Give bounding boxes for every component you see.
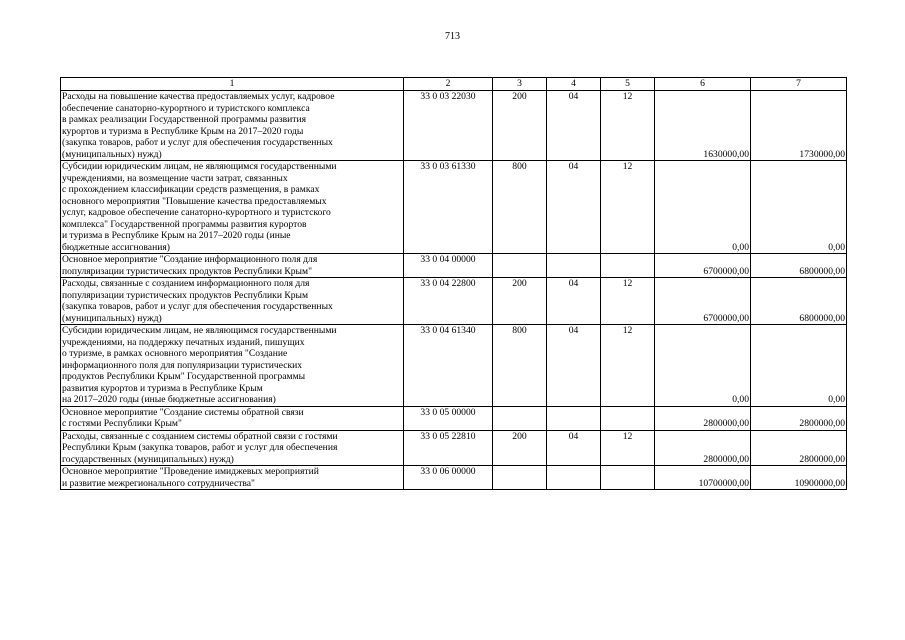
- table-row: [61, 325, 847, 407]
- amount-year-2: 10900000,00: [751, 466, 847, 490]
- table-row: [61, 161, 847, 254]
- name-line: Расходы на повышение качества предоставляемых услуг, кадровое: [62, 91, 335, 102]
- expense-type-code: 200: [493, 91, 547, 161]
- name-line: Основное мероприятие "Проведение имиджевых мероприятий: [62, 466, 319, 477]
- amount-year-1: 0,00: [655, 325, 751, 407]
- budget-table: [60, 77, 847, 490]
- expense-type-code: [493, 406, 547, 430]
- amount-year-2: 2800000,00: [751, 406, 847, 430]
- name-line: Основное мероприятие "Создание информационного поля для: [62, 254, 318, 265]
- section-code: 04: [547, 91, 601, 161]
- name-line: на 2017–2020 годы (иные бюджетные ассигнования): [62, 394, 276, 405]
- name-line: развития курортов и туризма в Республике Крым: [62, 382, 263, 394]
- name-line: в рамках реализации Государственной программы развития: [62, 114, 307, 125]
- row-name-cell: [61, 430, 404, 466]
- table-row: [61, 278, 847, 325]
- target-article-code: 33 0 05 00000: [404, 406, 493, 430]
- table-header-row: [61, 78, 847, 91]
- amount-year-1: 0,00: [655, 161, 751, 254]
- name-line: услуг, кадровое обеспечение санаторно-курортного и туристского: [62, 207, 331, 218]
- name-line: курортов и туризма в Республике Крым на 2017–2020 годы: [62, 125, 304, 137]
- section-code: 04: [547, 278, 601, 325]
- expense-type-code: 200: [493, 278, 547, 325]
- expense-type-code: [493, 466, 547, 490]
- name-line: популяризации туристических продуктов Республики Крым": [62, 265, 312, 277]
- table-row: [61, 254, 847, 278]
- name-line: учреждениями, на поддержку печатных изданий, пишущих: [62, 336, 305, 348]
- amount-year-1: 6700000,00: [655, 254, 751, 278]
- amount-year-2: 2800000,00: [751, 430, 847, 466]
- header-cell-6: 6: [655, 78, 751, 91]
- name-line: с гостями Республики Крым": [62, 418, 182, 429]
- amount-year-2: 0,00: [751, 325, 847, 407]
- target-article-code: 33 0 06 00000: [404, 466, 493, 490]
- name-line: обеспечение санаторно-курортного и туристского комплекса: [62, 102, 310, 114]
- target-article-code: 33 0 03 61330: [404, 161, 493, 254]
- amount-year-2: 6800000,00: [751, 278, 847, 325]
- name-line: основного мероприятия "Повышение качества предоставляемых: [62, 195, 327, 207]
- subsection-code: [601, 466, 655, 490]
- expense-type-code: 800: [493, 161, 547, 254]
- header-cell-2: 2: [404, 78, 493, 91]
- section-code: 04: [547, 161, 601, 254]
- target-article-code: 33 0 04 61340: [404, 325, 493, 407]
- table-row: [61, 406, 847, 430]
- name-line: Основное мероприятие "Создание системы обратной связи: [62, 406, 304, 418]
- header-cell-4: 4: [547, 78, 601, 91]
- subsection-code: 12: [601, 325, 655, 407]
- name-line: государственных (муниципальных) нужд): [62, 453, 234, 465]
- target-article-code: 33 0 04 22800: [404, 278, 493, 325]
- section-code: 04: [547, 430, 601, 466]
- row-name-cell: [61, 466, 404, 490]
- amount-year-1: 2800000,00: [655, 406, 751, 430]
- name-line: популяризации туристических продуктов Республики Крым: [62, 289, 309, 301]
- subsection-code: 12: [601, 91, 655, 161]
- subsection-code: 12: [601, 278, 655, 325]
- header-cell-5: 5: [601, 78, 655, 91]
- section-code: 04: [547, 325, 601, 407]
- header-cell-7: 7: [751, 78, 847, 91]
- name-line: информационного поля для популяризации туристических: [62, 359, 303, 371]
- subsection-code: 12: [601, 430, 655, 466]
- name-line: и развитие межрегионального сотрудничества": [62, 477, 255, 489]
- row-name-cell: [61, 161, 404, 254]
- name-line: комплекса" Государственной программы развития курортов: [62, 218, 307, 230]
- name-line: Расходы, связанные с созданием системы обратной связи с гостями: [62, 430, 338, 442]
- table-row: [61, 430, 847, 466]
- amount-year-1: 10700000,00: [655, 466, 751, 490]
- row-name-cell: [61, 278, 404, 325]
- subsection-code: [601, 406, 655, 430]
- header-cell-1: 1: [61, 78, 404, 91]
- section-code: [547, 254, 601, 278]
- name-line: учреждениями, на возмещение части затрат, связанных: [62, 172, 288, 184]
- amount-year-1: 6700000,00: [655, 278, 751, 325]
- target-article-code: 33 0 04 00000: [404, 254, 493, 278]
- expense-type-code: 200: [493, 430, 547, 466]
- name-line: (муниципальных) нужд): [62, 148, 162, 160]
- expense-type-code: [493, 254, 547, 278]
- name-line: (муниципальных) нужд): [62, 312, 162, 324]
- name-line: бюджетные ассигнования): [62, 241, 170, 253]
- page-number: 713: [445, 31, 460, 42]
- amount-year-1: 2800000,00: [655, 430, 751, 466]
- name-line: продуктов Республики Крым" Государственной программы: [62, 371, 306, 382]
- name-line: (закупка товаров, работ и услуг для обеспечения государственных: [62, 137, 333, 148]
- section-code: [547, 406, 601, 430]
- section-code: [547, 466, 601, 490]
- amount-year-2: 6800000,00: [751, 254, 847, 278]
- subsection-code: 12: [601, 161, 655, 254]
- row-name-cell: [61, 91, 404, 161]
- name-line: Республики Крым (закупка товаров, работ и услуг для обеспечения: [62, 442, 338, 453]
- name-line: Субсидии юридическим лицам, не являющимся государственными: [62, 161, 337, 172]
- name-line: с прохождением классификации средств размещения, в рамках: [62, 184, 320, 195]
- row-name-cell: [61, 254, 404, 278]
- table-row: [61, 466, 847, 490]
- table-row: [61, 91, 847, 161]
- header-cell-3: 3: [493, 78, 547, 91]
- expense-type-code: 800: [493, 325, 547, 407]
- amount-year-2: 1730000,00: [751, 91, 847, 161]
- target-article-code: 33 0 05 22810: [404, 430, 493, 466]
- name-line: Расходы, связанные с созданием информационного поля для: [62, 278, 310, 289]
- amount-year-2: 0,00: [751, 161, 847, 254]
- amount-year-1: 1630000,00: [655, 91, 751, 161]
- row-name-cell: [61, 406, 404, 430]
- row-name-cell: [61, 325, 404, 407]
- target-article-code: 33 0 03 22030: [404, 91, 493, 161]
- name-line: (закупка товаров, работ и услуг для обеспечения государственных: [62, 301, 333, 312]
- name-line: о туризме, в рамках основного мероприятия "Создание: [62, 348, 288, 359]
- name-line: Субсидии юридическим лицам, не являющимся государственными: [62, 325, 337, 336]
- name-line: и туризма в Республике Крым на 2017–2020 годы (иные: [62, 230, 291, 241]
- subsection-code: [601, 254, 655, 278]
